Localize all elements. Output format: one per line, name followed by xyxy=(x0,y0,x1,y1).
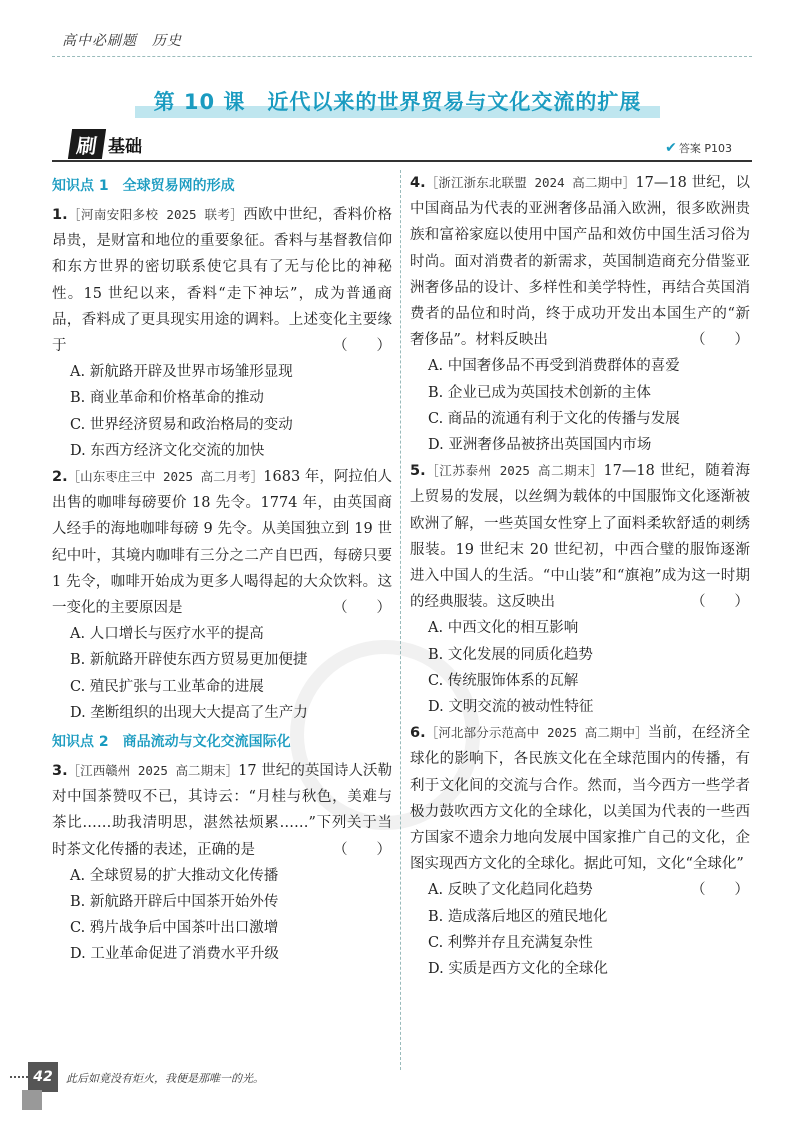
question-stem: 1683 年，阿拉伯人出售的咖啡每磅要价 18 先令。1774 年，由英国商人经手的海地咖啡每磅 9 先令。从美国独立到 19 世纪中叶，其境内咖啡有三分之二产自巴西，每磅只要 1 先令，咖啡开始成为更多人喝得起的大众饮料。这一变化的主要原因是 xyxy=(52,469,392,617)
column-divider xyxy=(400,170,401,1070)
question-3 xyxy=(52,758,392,863)
question-4 xyxy=(410,170,750,353)
option-a: A. 反映了文化趋同化趋势 xyxy=(428,882,593,899)
option-a: A. 新航路开辟及世界市场雏形显现 xyxy=(70,364,293,381)
option-a: A. 中西文化的相互影响 xyxy=(428,620,579,637)
question-number: 1. xyxy=(52,207,68,223)
option-d: D. 亚洲奢侈品被挤出英国国内市场 xyxy=(428,437,652,454)
section-label: 基础 xyxy=(108,136,142,157)
question-number: 4. xyxy=(410,175,426,191)
option-d: D. 垄断组织的出现大大提高了生产力 xyxy=(70,704,308,721)
answer-page: 答案 P103 xyxy=(678,142,732,155)
section-divider xyxy=(52,160,752,162)
question-stem: 17—18 世纪，随着海上贸易的发展，以丝绸为载体的中国服饰文化逐渐被欧洲了解，一些英国女性穿上了面料柔软舒适的刺绣服装。19 世纪末 20 世纪初，中西合璧的服饰逐渐进入中国人的生活。“中山装”和“旗袍”成为这一时期的经典服装。这反映出 xyxy=(410,463,751,611)
book-title: 高中必刷题 历史 xyxy=(62,33,182,49)
answer-reference xyxy=(665,140,732,156)
answer-blank: （ ） xyxy=(691,882,749,899)
question-stem: 当前，在经济全球化的影响下，各民族文化在全球范围内的传播，有利于文化间的交流与合作。然而，当今西方一些学者极力鼓吹西方文化的全球化，以美国为代表的一些西方国家不遗余力地向发展中国家推广自己的文化，企图实现西方文化的全球化。据此可知，文化“全球化” xyxy=(410,725,751,873)
question-stem: 西欧中世纪，香料价格昂贵，是财富和地位的重要象征。香料与基督教信仰和东方世界的密切联系使它具有了无与伦比的神秘性。15 世纪以来，香料“走下神坛”，成为普通商品，香料成了更具现实用途的调料。上述变化主要缘于 xyxy=(52,207,393,355)
option-b: B. 新航路开辟使东西方贸易更加便捷 xyxy=(70,652,308,669)
knowledge-point-2: 知识点 2 商品流动与文化交流国际化 xyxy=(52,734,291,751)
answer-blank: （ ） xyxy=(691,332,749,349)
lesson-title-block xyxy=(135,86,660,120)
question-number: 5. xyxy=(410,463,426,480)
lesson-title: 第 10 课 近代以来的世界贸易与文化交流的扩展 xyxy=(153,90,642,114)
option-d: D. 文明交流的被动性特征 xyxy=(428,699,594,716)
option-b: B. 企业已成为英国技术创新的主体 xyxy=(428,384,651,401)
question-stem: 17—18 世纪，以中国商品为代表的亚洲奢侈品涌入欧洲，很多欧洲贵族和富裕家庭以使用中国产品和效仿中国生活习俗为时尚。面对消费者的新需求，英国制造商充分借鉴亚洲奢侈品的设计、多样性和美学特性，再结合英国消费者的品位和时尚，终于成功开发出本国生产的“新奢侈品”。材料反映出 xyxy=(410,175,751,349)
option-d: D. 实质是西方文化的全球化 xyxy=(428,961,608,978)
question-source: ［河南安阳多校 2025 联考］ xyxy=(67,207,244,222)
option-c: C. 鸦片战争后中国茶叶出口激增 xyxy=(70,920,279,937)
option-b: B. 新航路开辟后中国茶开始外传 xyxy=(70,894,279,911)
question-number: 6. xyxy=(410,725,426,742)
header-divider xyxy=(52,56,752,57)
question-5 xyxy=(410,458,750,615)
question-2 xyxy=(52,464,392,621)
answer-blank: （ ） xyxy=(691,594,749,611)
question-1 xyxy=(52,202,392,359)
question-source: ［山东枣庄三中 2025 高二月考］ xyxy=(67,469,264,485)
option-c: C. 商品的流通有利于文化的传播与发展 xyxy=(428,410,680,427)
section-heading xyxy=(70,128,142,160)
page-number: 42 xyxy=(28,1062,58,1092)
left-column xyxy=(52,170,392,968)
question-number: 3. xyxy=(52,763,68,780)
footer-decor-square xyxy=(22,1090,42,1110)
option-b: B. 文化发展的同质化趋势 xyxy=(428,646,593,663)
brush-mark-icon: 刷 xyxy=(68,129,106,159)
footer-motto: 此后如竟没有炬火，我便是那唯一的光。 xyxy=(66,1072,264,1085)
question-source: ［江西赣州 2025 高二期末］ xyxy=(67,763,239,779)
answer-blank: （ ） xyxy=(333,841,391,858)
option-a: A. 全球贸易的扩大推动文化传播 xyxy=(70,867,279,884)
option-a: A. 中国奢侈品不再受到消费群体的喜爱 xyxy=(428,358,680,375)
question-source: ［河北部分示范高中 2025 高二期中］ xyxy=(425,725,648,741)
option-d: D. 东西方经济文化交流的加快 xyxy=(70,442,265,459)
answer-blank: （ ） xyxy=(333,338,391,355)
option-c: C. 世界经济贸易和政治格局的变动 xyxy=(70,416,293,433)
option-b: B. 商业革命和价格革命的推动 xyxy=(70,390,264,407)
option-a: A. 人口增长与医疗水平的提高 xyxy=(70,626,264,643)
option-c: C. 利弊并存且充满复杂性 xyxy=(428,934,593,951)
question-source: ［浙江浙东北联盟 2024 高二期中］ xyxy=(425,175,636,190)
answer-blank: （ ） xyxy=(333,600,391,617)
question-number: 2. xyxy=(52,469,68,486)
question-source: ［江苏泰州 2025 高二期末］ xyxy=(425,463,604,479)
question-stem: 17 世纪的英国诗人沃勒对中国茶赞叹不已，其诗云：“月桂与秋色，美难与茶比……助我清明思，湛然祛烦累……”下列关于当时茶文化传播的表述，正确的是 xyxy=(52,763,393,858)
checkmark-icon: ✔ xyxy=(665,140,677,156)
option-b: B. 造成落后地区的殖民地化 xyxy=(428,908,608,925)
knowledge-point-1: 知识点 1 全球贸易网的形成 xyxy=(52,178,235,194)
option-d: D. 工业革命促进了消费水平升级 xyxy=(70,946,279,963)
right-column xyxy=(410,170,750,982)
option-c: C. 传统服饰体系的瓦解 xyxy=(428,672,579,689)
option-c: C. 殖民扩张与工业革命的进展 xyxy=(70,678,264,695)
footer-dots xyxy=(10,1076,28,1078)
